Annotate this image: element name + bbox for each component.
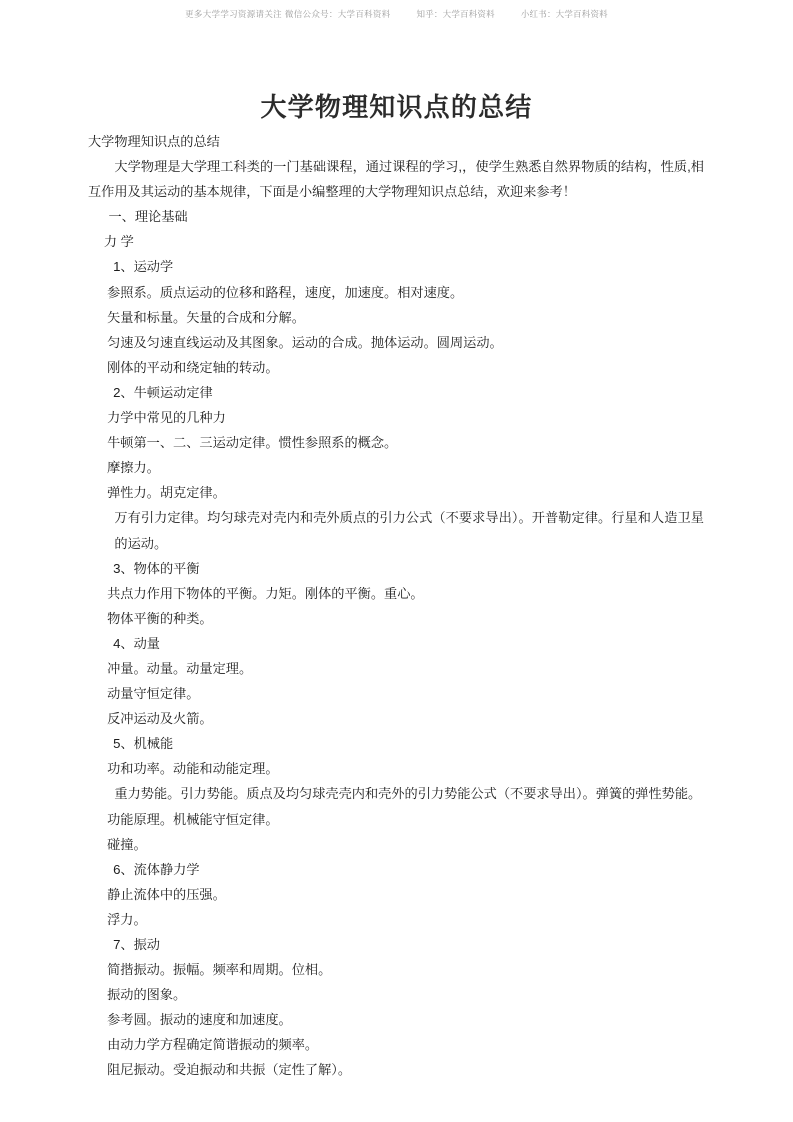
document-line: 大学物理知识点的总结 <box>88 134 220 149</box>
document-line: 2、牛顿运动定律 <box>113 384 213 400</box>
document-line: 功能原理。机械能守恒定律。 <box>107 811 279 827</box>
document-line: 3、物体的平衡 <box>113 560 200 576</box>
document-line: 矢量和标量。矢量的合成和分解。 <box>107 309 305 325</box>
document-line: 参照系。质点运动的位移和路程，速度，加速度。相对速度。 <box>107 284 464 300</box>
document-line: 静止流体中的压强。 <box>107 886 226 902</box>
document-line: 7、振动 <box>113 937 160 952</box>
document-line: 匀速及匀速直线运动及其图象。运动的合成。抛体运动。圆周运动。 <box>107 334 503 350</box>
document-line: 冲量。动量。动量定理。 <box>107 660 253 676</box>
document-line: 摩擦力。 <box>107 460 160 476</box>
document-line: 共点力作用下物体的平衡。力矩。刚体的平衡。重心。 <box>107 585 424 601</box>
document-body <box>88 129 704 1083</box>
document-line: 动量守恒定律。 <box>107 686 200 702</box>
document-line: 牛顿第一、二、三运动定律。惯性参照系的概念。 <box>107 435 398 451</box>
document-line: 6、流体静力学 <box>113 861 200 877</box>
document-line: 浮力。 <box>107 911 147 927</box>
document-line: 阻尼振动。受迫振动和共振（定性了解）。 <box>107 1062 352 1078</box>
document-line: 力学中常见的几种力 <box>107 410 226 426</box>
document-line: 5、机械能 <box>113 736 174 752</box>
document-line: 参考圆。振动的速度和加速度。 <box>107 1012 292 1028</box>
document-line: 反冲运动及火箭。 <box>107 711 213 727</box>
document-line: 碰撞。 <box>107 836 147 852</box>
document-line: 由动力学方程确定简谐振动的频率。 <box>107 1037 319 1053</box>
document-line: 振动的图象。 <box>107 987 187 1003</box>
document-line: 物体平衡的种类。 <box>107 610 213 626</box>
document-line: 大学物理是大学理工科类的一门基础课程，通过课程的学习,，使学生熟悉自然界物质的结构，性质,相互作用及其运动的基本规律，下面是小编整理的大学物理知识点总结，欢迎来参考！ <box>88 159 704 200</box>
document-line: 重力势能。引力势能。质点及均匀球壳壳内和壳外的引力势能公式（不要求导出）。弹簧的弹性势能。 <box>114 786 702 802</box>
document-line: 1、运动学 <box>113 259 174 275</box>
document-line: 4、动量 <box>113 635 160 651</box>
document-line: 功和功率。动能和动能定理。 <box>107 761 279 777</box>
header-zhihu-promo: 知乎：大学百科资料 <box>416 10 495 20</box>
header-xiaohongshu-promo: 小红书：大学百科资料 <box>520 10 608 20</box>
page-title: 大学物理知识点的总结 <box>260 92 533 123</box>
document-line: 简揩振动。振幅。频率和周期。位相。 <box>107 962 332 978</box>
document-line: 一、理论基础 <box>108 209 188 225</box>
running-header <box>0 7 793 23</box>
header-wechat-promo: 更多大学学习资源请关注 微信公众号：大学百科资料 <box>185 10 391 20</box>
document-line: 刚体的平动和绕定轴的转动。 <box>107 359 279 375</box>
document-line: 弹性力。胡克定律。 <box>107 485 226 501</box>
document-line: 万有引力定律。均匀球壳对壳内和壳外质点的引力公式（不要求导出）。开普勒定律。行星和人造卫星的运动。 <box>114 510 704 551</box>
document-line: 力 学 <box>103 234 134 250</box>
